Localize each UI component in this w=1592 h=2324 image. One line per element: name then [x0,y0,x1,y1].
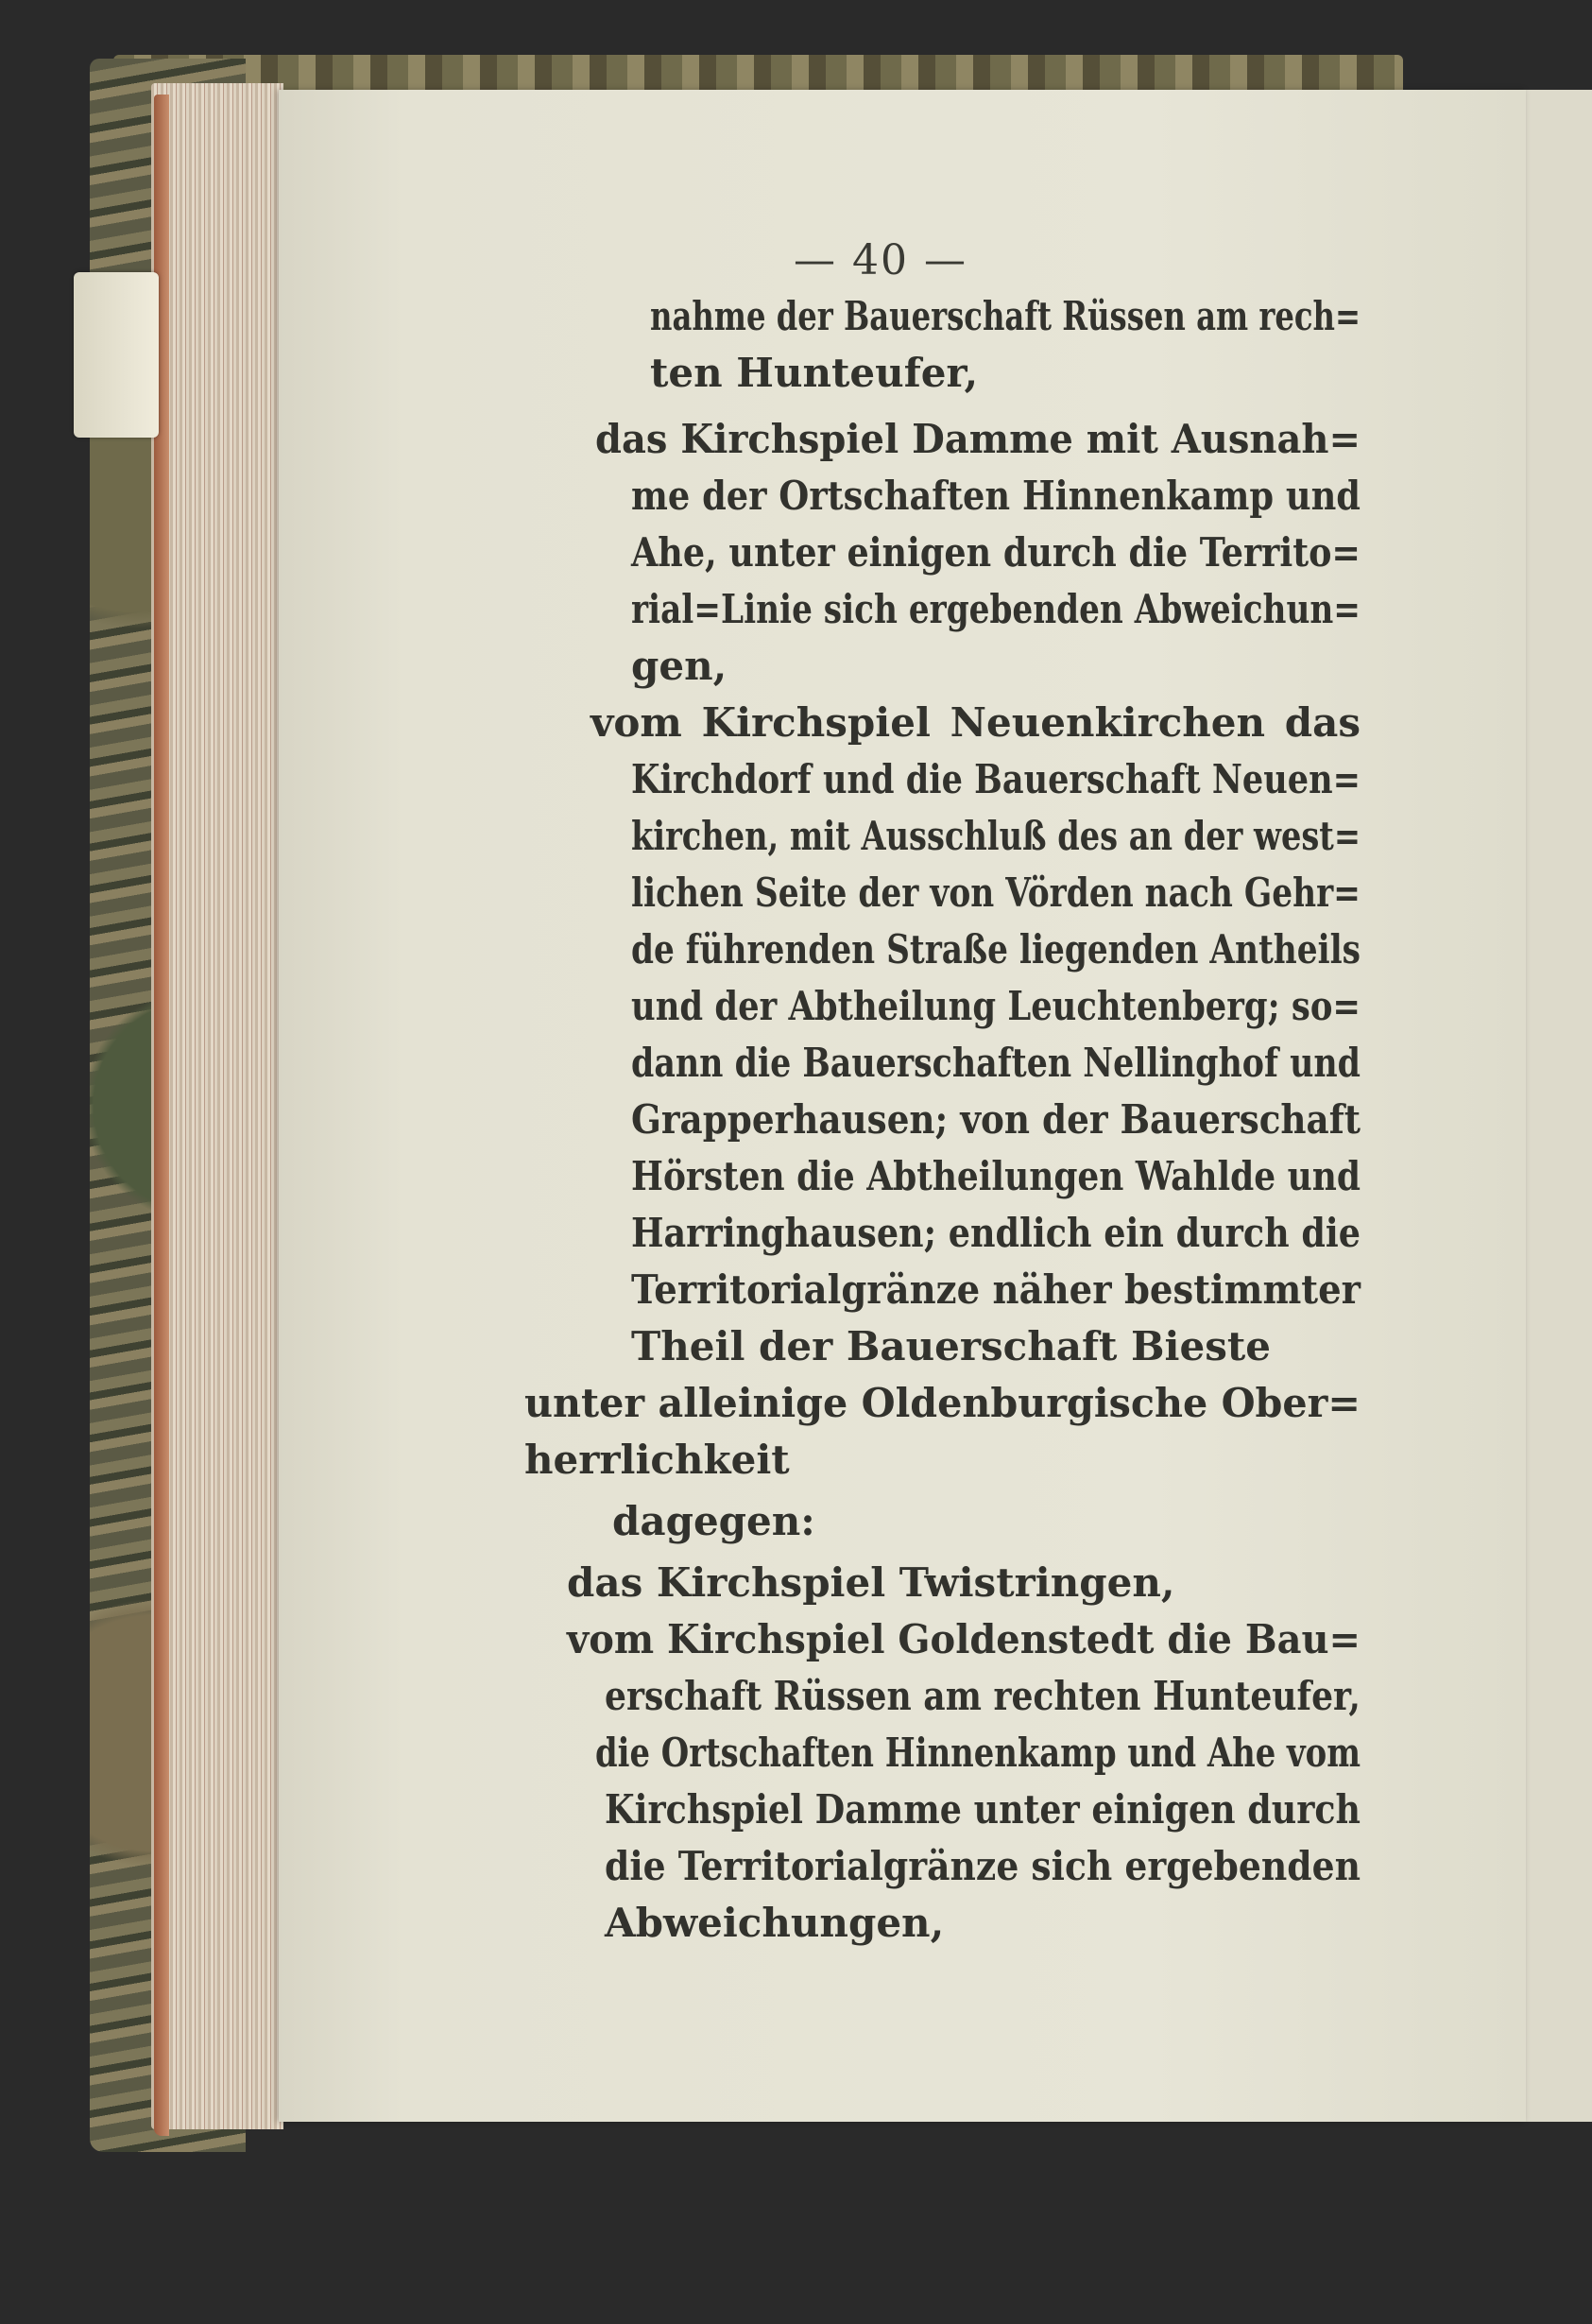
text-line: de führenden Straße liegenden Antheils [631,926,1361,973]
text-line: vom Kirchspiel Neuenkirchen das [591,699,1361,746]
text-line: lichen Seite der von Vörden nach Gehr= [631,869,1361,916]
page-number: — 40 — [794,236,967,284]
text-line: rial=Linie sich ergebenden Abweichun= [631,586,1361,632]
text-line: kirchen, mit Ausschluß des an der west= [631,813,1361,859]
text-line: Kirchspiel Damme unter einigen durch [605,1786,1361,1833]
text-line: gen, [631,643,728,689]
text-line: me der Ortschaften Hinnenkamp und [631,473,1361,519]
text-line: das Kirchspiel Twistringen, [567,1559,1175,1606]
text-line: Ahe, unter einigen durch die Territo= [631,529,1361,576]
text-line: ten Hunteufer, [650,350,979,396]
text-line: die Territorialgränze sich ergebenden [605,1843,1361,1889]
text-line: Hörsten die Abtheilungen Wahlde und [631,1153,1361,1199]
text-line: dagegen: [612,1498,815,1544]
text-line: dann die Bauerschaften Nellinghof und [631,1040,1361,1086]
text-line: Grapperhausen; von der Bauerschaft [631,1096,1361,1143]
text-line: vom Kirchspiel Goldenstedt die Bau= [567,1616,1361,1662]
text-line: und der Abtheilung Leuchtenberg; so= [631,983,1361,1029]
text-line: Harringhausen; endlich ein durch die [631,1210,1361,1256]
text-line: Territorialgränze näher bestimmter [631,1266,1361,1313]
text-line: die Ortschaften Hinnenkamp und Ahe vom [595,1730,1361,1776]
text-line: Kirchdorf und die Bauerschaft Neuen= [631,756,1361,802]
text-line: erschaft Rüssen am rechten Hunteufer, [605,1673,1361,1719]
text-line: unter alleinige Oldenburgische Ober= [524,1380,1361,1426]
text-line: das Kirchspiel Damme mit Ausnah= [595,416,1361,462]
text-line: Theil der Bauerschaft Bieste [631,1323,1271,1369]
text-line: nahme der Bauerschaft Rüssen am rech= [650,293,1361,339]
text-line: Abweichungen, [605,1900,945,1946]
text-line: herrlichkeit [524,1437,790,1483]
